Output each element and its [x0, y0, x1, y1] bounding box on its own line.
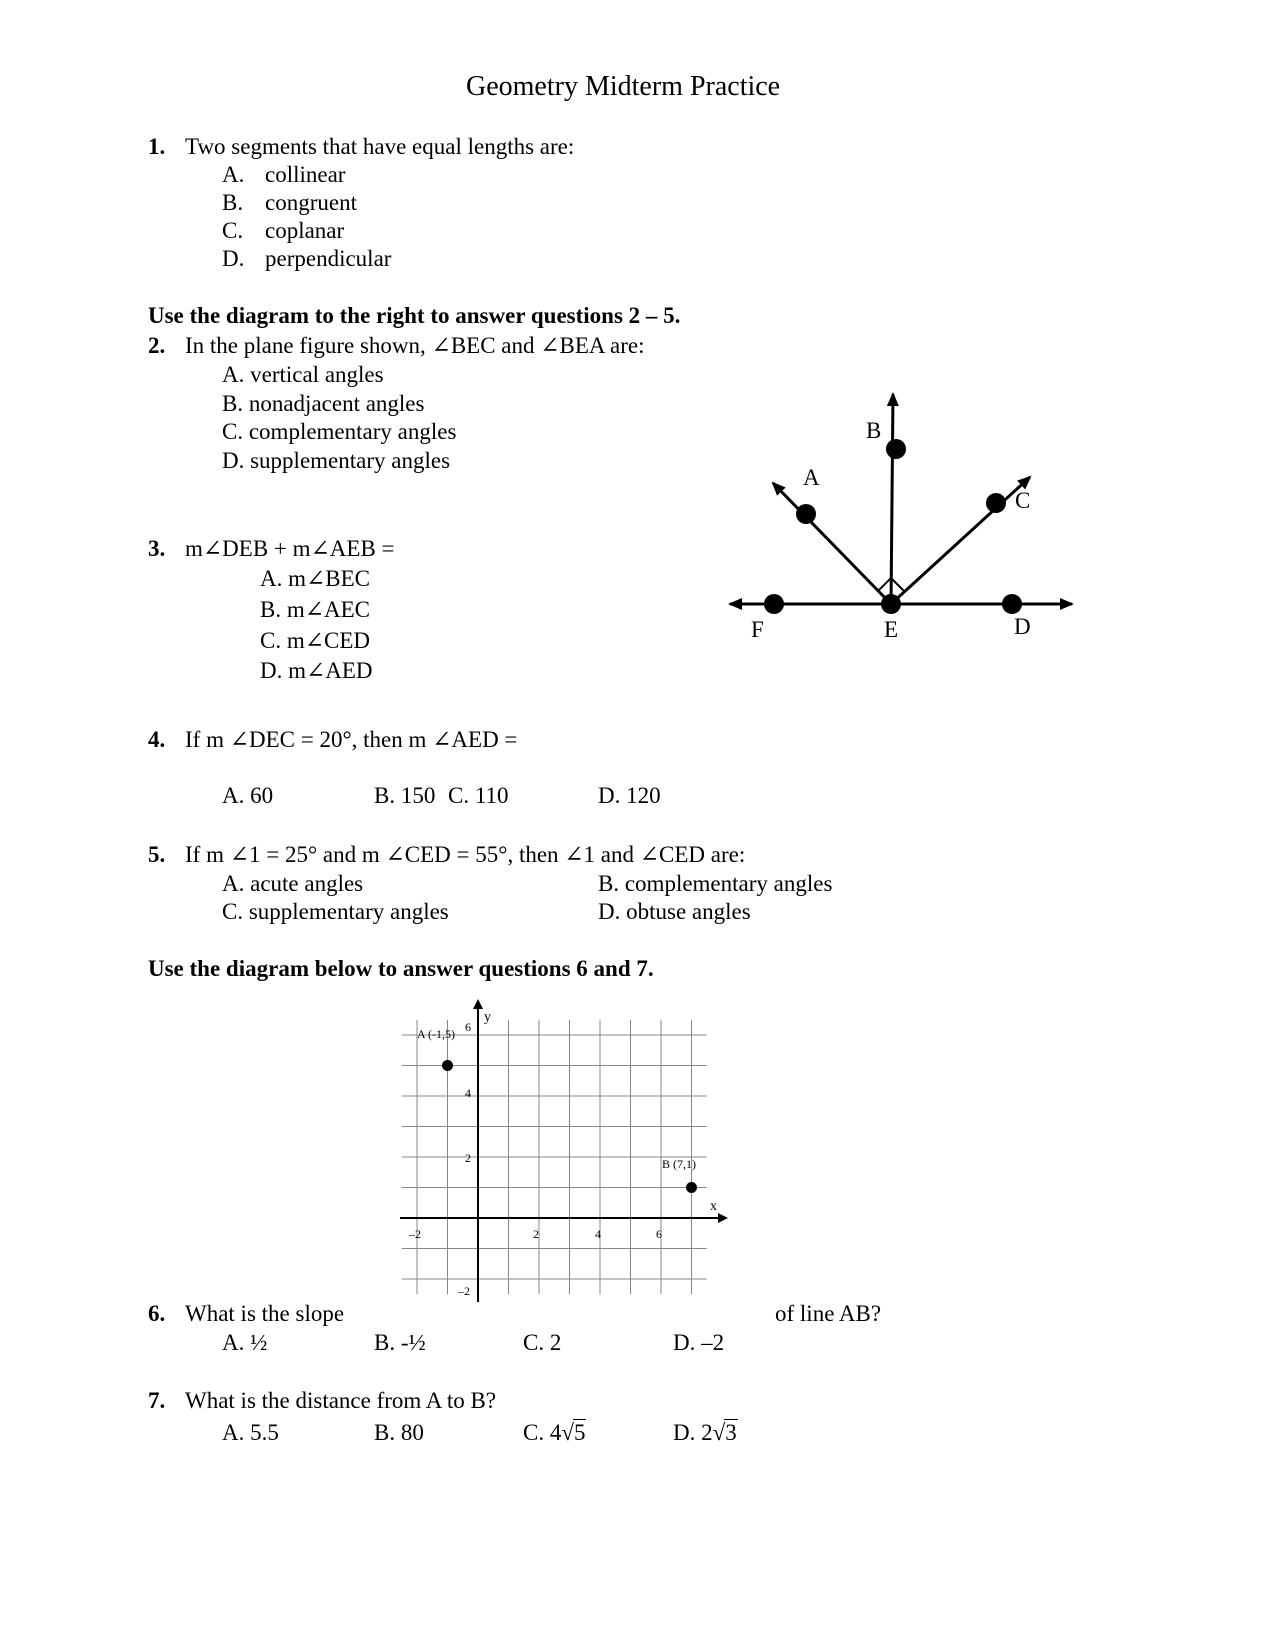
- q3-option-b: B. m∠AEC: [260, 597, 371, 622]
- graph-point-a: [442, 1060, 453, 1071]
- q6-option-d: D. –2: [673, 1330, 725, 1355]
- page-title: Geometry Midterm Practice: [466, 71, 781, 102]
- section-header-questions-6-7: Use the diagram below to answer questions 6 and 7.: [148, 956, 654, 981]
- q6-prompt-right: of line AB?: [775, 1301, 882, 1326]
- q1-prompt: Two segments that have equal lengths are:: [185, 134, 575, 159]
- graph-point-a-label: A (-1,5): [417, 1027, 455, 1041]
- q1-option-a-text: collinear: [265, 162, 346, 187]
- q1-option-c-text: coplanar: [265, 218, 345, 243]
- q2-option-a: A. vertical angles: [222, 362, 384, 387]
- q2-option-c: C. complementary angles: [222, 419, 457, 444]
- q4-option-d: D. 120: [598, 783, 661, 808]
- q7-option-c-prefix: C. 4: [523, 1420, 562, 1445]
- q1-option-d-text: perpendicular: [265, 246, 392, 271]
- q7-option-c: [523, 1419, 586, 1446]
- y-tick-label-6: 6: [465, 1020, 471, 1034]
- q7-option-d-prefix: D. 2: [673, 1420, 713, 1445]
- q6-option-a: A. ½: [222, 1330, 268, 1355]
- x-tick-label-4: 4: [595, 1227, 601, 1241]
- q5-option-b: B. complementary angles: [598, 871, 833, 896]
- q3-prompt: m∠DEB + m∠AEB =: [185, 536, 395, 561]
- y-tick-label-2: 2: [465, 1151, 471, 1165]
- q1-option-c-letter: C.: [222, 218, 244, 243]
- q7-number: 7.: [148, 1388, 166, 1413]
- y-axis-arrow: [473, 999, 483, 1009]
- q4-option-a: A. 60: [222, 783, 274, 808]
- label-f: F: [751, 617, 764, 642]
- q5-option-d: D. obtuse angles: [598, 899, 751, 924]
- q1-option-d-letter: D.: [222, 246, 245, 271]
- label-a: A: [803, 465, 820, 490]
- q1-number: 1.: [148, 134, 166, 159]
- q4-prompt: If m ∠DEC = 20°, then m ∠AED =: [185, 727, 518, 752]
- y-tick-label-neg2: –2: [458, 1284, 470, 1298]
- q3-number: 3.: [148, 536, 166, 561]
- q2-prompt: In the plane figure shown, ∠BEC and ∠BEA are:: [185, 333, 645, 358]
- q7-option-d-radicand: 3: [725, 1420, 737, 1445]
- q6-option-c: C. 2: [523, 1330, 562, 1355]
- q7-prompt: What is the distance from A to B?: [185, 1388, 497, 1413]
- q6-prompt-left: What is the slope: [185, 1301, 345, 1326]
- q4-option-b: B. 150: [374, 783, 436, 808]
- label-b: B: [866, 418, 882, 443]
- x-axis-arrow: [718, 1213, 728, 1223]
- q4-option-c: C. 110: [448, 783, 509, 808]
- section-header-questions-2-5: Use the diagram to the right to answer questions 2 – 5.: [148, 303, 681, 328]
- x-axis-label: x: [710, 1199, 717, 1214]
- label-c: C: [1015, 488, 1031, 513]
- sqrt-sign: √: [561, 1420, 574, 1445]
- x-tick-label-2: 2: [533, 1227, 539, 1241]
- q7-option-b: B. 80: [374, 1420, 424, 1445]
- q4-number: 4.: [148, 727, 166, 752]
- q1-option-b-letter: B.: [222, 190, 244, 215]
- q1-option-b-text: congruent: [265, 190, 357, 215]
- x-tick-label-6: 6: [656, 1227, 662, 1241]
- sqrt-sign: √: [712, 1420, 726, 1445]
- q7-option-c-radicand: 5: [573, 1420, 586, 1445]
- graph-point-b-label: B (7,1): [662, 1157, 696, 1171]
- q2-option-b: B. nonadjacent angles: [222, 391, 425, 416]
- q1-option-a-letter: A.: [222, 162, 245, 187]
- graph-point-b: [686, 1182, 697, 1193]
- q6-number: 6.: [148, 1301, 166, 1326]
- q3-option-c: C. m∠CED: [260, 628, 371, 653]
- q2-option-d: D. supplementary angles: [222, 448, 451, 473]
- q5-number: 5.: [148, 842, 166, 867]
- q2-number: 2.: [148, 333, 166, 358]
- y-axis-label: y: [484, 1010, 491, 1025]
- x-tick-label-neg2: –2: [409, 1227, 421, 1241]
- q5-prompt: If m ∠1 = 25° and m ∠CED = 55°, then ∠1 and ∠CED are:: [185, 842, 746, 867]
- q6-option-b: B. -½: [374, 1330, 426, 1355]
- label-e: E: [884, 617, 899, 642]
- q7-option-a: A. 5.5: [222, 1420, 279, 1445]
- q5-option-c: C. supplementary angles: [222, 899, 449, 924]
- q3-option-a: A. m∠BEC: [260, 566, 371, 591]
- q3-option-d: D. m∠AED: [260, 658, 373, 683]
- q7-option-d: [673, 1419, 738, 1446]
- y-tick-label-4: 4: [465, 1086, 471, 1100]
- q5-option-a: A. acute angles: [222, 871, 364, 896]
- label-d: D: [1014, 614, 1031, 639]
